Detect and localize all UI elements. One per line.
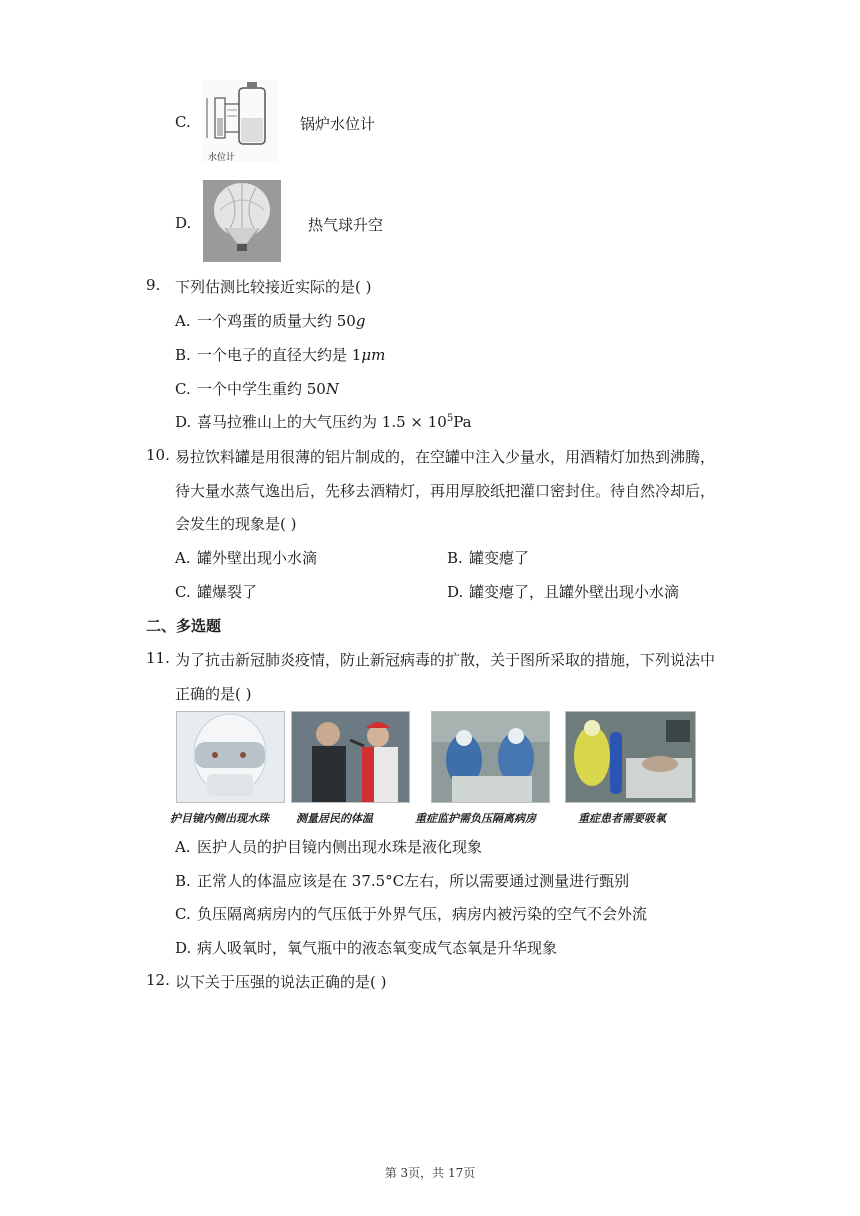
option-exponent: 5 xyxy=(446,413,454,424)
q10-option-d xyxy=(447,581,679,602)
option-text: 负压隔离病房内的气压低于外界气压，病房内被污染的空气不会外流 xyxy=(197,905,648,923)
q10-stem-line-1: 易拉饮料罐是用很薄的铝片制成的，在空罐中注入少量水，用酒精灯加热到沸腾， xyxy=(175,448,716,466)
option-letter: C. xyxy=(175,583,191,601)
q10-option-c xyxy=(175,581,257,602)
option-unit: Pa xyxy=(453,413,472,431)
q10-option-b xyxy=(447,547,529,568)
option-letter: B. xyxy=(175,872,191,890)
option-letter: D. xyxy=(175,939,192,957)
temperature-check-photo xyxy=(291,711,410,803)
option-unit: μm xyxy=(361,346,386,364)
q11-option-b xyxy=(175,870,629,891)
option-text: 一个鸡蛋的质量大约 50 xyxy=(197,312,356,330)
q8-option-d-letter: D. xyxy=(175,214,192,232)
q10-number: 10. xyxy=(146,446,170,464)
q9-number: 9. xyxy=(146,276,161,294)
hot-air-balloon-photo xyxy=(203,180,281,262)
option-letter: A. xyxy=(175,549,191,567)
option-letter: C. xyxy=(175,380,191,398)
q9-option-a xyxy=(175,310,365,331)
option-letter: C. xyxy=(175,905,191,923)
oxygen-therapy-photo xyxy=(565,711,696,803)
q11-stem-line-2: 正确的是( ) xyxy=(175,685,252,703)
q10-option-a xyxy=(175,547,317,568)
option-text: 正常人的体温应该是在 37.5°C左右，所以需要通过测量进行甄别 xyxy=(197,872,630,890)
option-text: 医护人员的护目镜内侧出现水珠是液化现象 xyxy=(197,838,483,856)
icu-ward-photo xyxy=(431,711,550,803)
option-letter: D. xyxy=(175,413,192,431)
q10-stem-line-3: 会发生的现象是( ) xyxy=(175,515,297,533)
photo-caption-goggles: 护目镜内侧出现水珠 xyxy=(170,812,269,825)
q11-option-c xyxy=(175,903,647,924)
q8-option-c-text: 锅炉水位计 xyxy=(300,115,376,133)
q11-number: 11. xyxy=(146,649,170,667)
photo-caption-temperature: 测量居民的体温 xyxy=(296,812,373,825)
q11-option-a xyxy=(175,836,482,857)
section-heading: 二、多选题 xyxy=(146,617,222,635)
option-letter: A. xyxy=(175,838,191,856)
q8-option-d-text: 热气球升空 xyxy=(308,216,384,234)
option-letter: D. xyxy=(447,583,464,601)
water-gauge-figure-label: 水位计 xyxy=(208,153,236,163)
option-letter: B. xyxy=(175,346,191,364)
q8-option-c-letter: C. xyxy=(175,113,191,131)
option-text: 罐变瘪了，且罐外壁出现小水滴 xyxy=(469,583,680,601)
q11-stem-line-1: 为了抗击新冠肺炎疫情，防止新冠病毒的扩散，关于图所采取的措施，下列说法中 xyxy=(175,651,716,669)
q9-stem: 下列估测比较接近实际的是( ) xyxy=(175,278,372,296)
q9-option-c xyxy=(175,378,339,399)
option-text: 罐外壁出现小水滴 xyxy=(197,549,318,567)
option-letter: B. xyxy=(447,549,463,567)
option-text: 罐变瘪了 xyxy=(469,549,530,567)
option-letter: A. xyxy=(175,312,191,330)
q9-option-b xyxy=(175,344,385,365)
photo-caption-oxygen: 重症患者需要吸氧 xyxy=(578,812,666,825)
goggles-photo xyxy=(176,711,285,803)
option-text: 病人吸氧时，氧气瓶中的液态氧变成气态氧是升华现象 xyxy=(197,939,558,957)
page-footer: 第 3页，共 17页 xyxy=(384,1166,476,1180)
q9-option-d xyxy=(175,411,472,432)
option-unit: N xyxy=(325,380,339,398)
option-text: 一个中学生重约 50 xyxy=(197,380,326,398)
q10-stem-line-2: 待大量水蒸气逸出后，先移去酒精灯，再用厚胶纸把灌口密封住。待自然冷却后， xyxy=(175,482,716,500)
option-text: 一个电子的直径大约是 1 xyxy=(197,346,362,364)
option-text: 罐爆裂了 xyxy=(197,583,258,601)
option-text: 喜马拉雅山上的大气压约为 1.5 × 10 xyxy=(197,413,447,431)
q11-option-d xyxy=(175,937,557,958)
q12-number: 12. xyxy=(146,971,170,989)
option-unit: g xyxy=(355,312,366,330)
photo-caption-icu: 重症监护需负压隔离病房 xyxy=(415,812,536,825)
q12-stem: 以下关于压强的说法正确的是( ) xyxy=(175,973,387,991)
